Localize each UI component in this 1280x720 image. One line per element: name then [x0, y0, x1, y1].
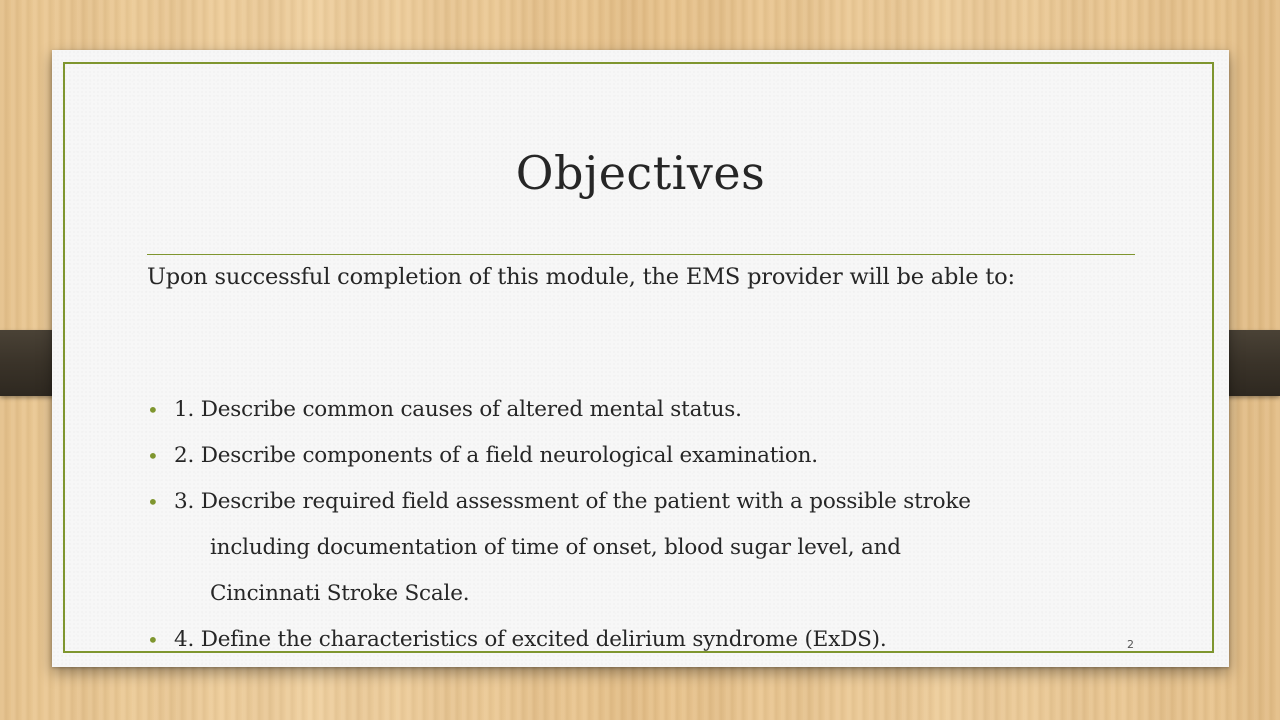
list-item [147, 479, 1147, 617]
objective-text: 4. Define the characteristics of excited delirium syndrome (ExDS). [174, 627, 887, 652]
bullet-icon: • [147, 490, 159, 514]
bullet-icon: • [147, 444, 159, 468]
objective-text: 3. Describe required field assessment of the patient with a possible stroke [174, 489, 971, 514]
objective-text: 2. Describe components of a field neurological examination. [174, 443, 818, 468]
list-item [147, 387, 1147, 433]
slide [52, 50, 1229, 667]
bullet-icon: • [147, 398, 159, 422]
page-number: 2 [1127, 638, 1134, 651]
list-item [147, 617, 1147, 663]
objective-continuation: including documentation of time of onset, blood sugar level, and [210, 535, 901, 560]
intro-text: Upon successful completion of this module, the EMS provider will be able to: [147, 264, 1015, 290]
list-item [147, 433, 1147, 479]
objectives-list [147, 387, 1147, 663]
bullet-icon: • [147, 628, 159, 652]
slide-title: Objectives [515, 146, 766, 200]
objective-continuation: Cincinnati Stroke Scale. [210, 581, 470, 606]
title-divider [147, 254, 1135, 255]
objective-text: 1. Describe common causes of altered mental status. [174, 397, 742, 422]
